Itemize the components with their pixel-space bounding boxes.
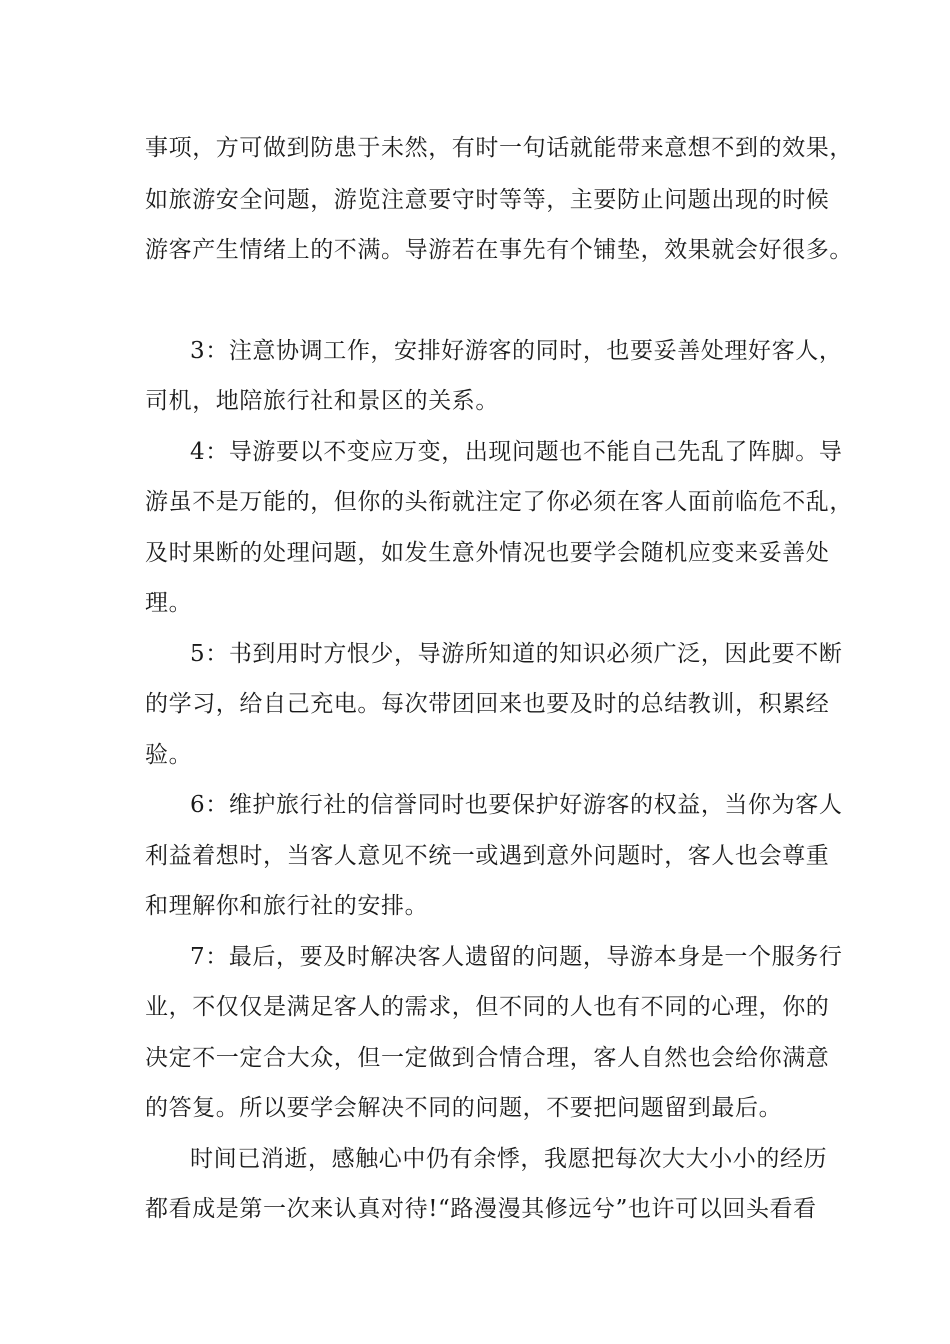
text-line: 6：维护旅行社的信誉同时也要保护好游客的权益，当你为客人 [190, 792, 843, 818]
text-line: 理。 [145, 590, 193, 616]
text-line: 都看成是第一次来认真对待!“路漫漫其修远兮”也许可以回头看看 [145, 1196, 817, 1222]
text-line: 验。 [145, 742, 193, 768]
text-line: 的学习，给自己充电。每次带团回来也要及时的总结教训，积累经 [145, 691, 830, 717]
text-line: 利益着想时，当客人意见不统一或遇到意外问题时，客人也会尊重 [145, 843, 830, 869]
text-line: 及时果断的处理问题，如发生意外情况也要学会随机应变来妥善处 [145, 540, 830, 566]
text-line: 5：书到用时方恨少，导游所知道的知识必须广泛，因此要不断 [190, 641, 843, 667]
text-line: 和理解你和旅行社的安排。 [145, 893, 429, 919]
text-line: 时间已消逝，感触心中仍有余悸，我愿把每次大大小小的经历 [190, 1146, 828, 1172]
text-line: 3：注意协调工作，安排好游客的同时，也要妥善处理好客人， [190, 338, 843, 364]
text-line: 4：导游要以不变应万变，出现问题也不能自己先乱了阵脚。导 [190, 439, 843, 465]
text-line: 7：最后，要及时解决客人遗留的问题，导游本身是一个服务行 [190, 944, 843, 970]
text-line: 的答复。所以要学会解决不同的问题，不要把问题留到最后。 [145, 1095, 783, 1121]
text-line: 游客产生情绪上的不满。导游若在事先有个铺垫，效果就会好很多。 [145, 237, 853, 263]
text-line: 如旅游安全问题，游览注意要守时等等，主要防止问题出现的时候 [145, 187, 830, 213]
text-line: 司机，地陪旅行社和景区的关系。 [145, 388, 499, 414]
text-line: 业，不仅仅是满足客人的需求，但不同的人也有不同的心理，你的 [145, 994, 830, 1020]
text-line: 事项，方可做到防患于未然，有时一句话就能带来意想不到的效果， [145, 135, 853, 161]
text-line: 决定不一定合大众，但一定做到合情合理，客人自然也会给你满意 [145, 1045, 830, 1071]
text-line: 游虽不是万能的，但你的头衔就注定了你必须在客人面前临危不乱， [145, 489, 853, 515]
